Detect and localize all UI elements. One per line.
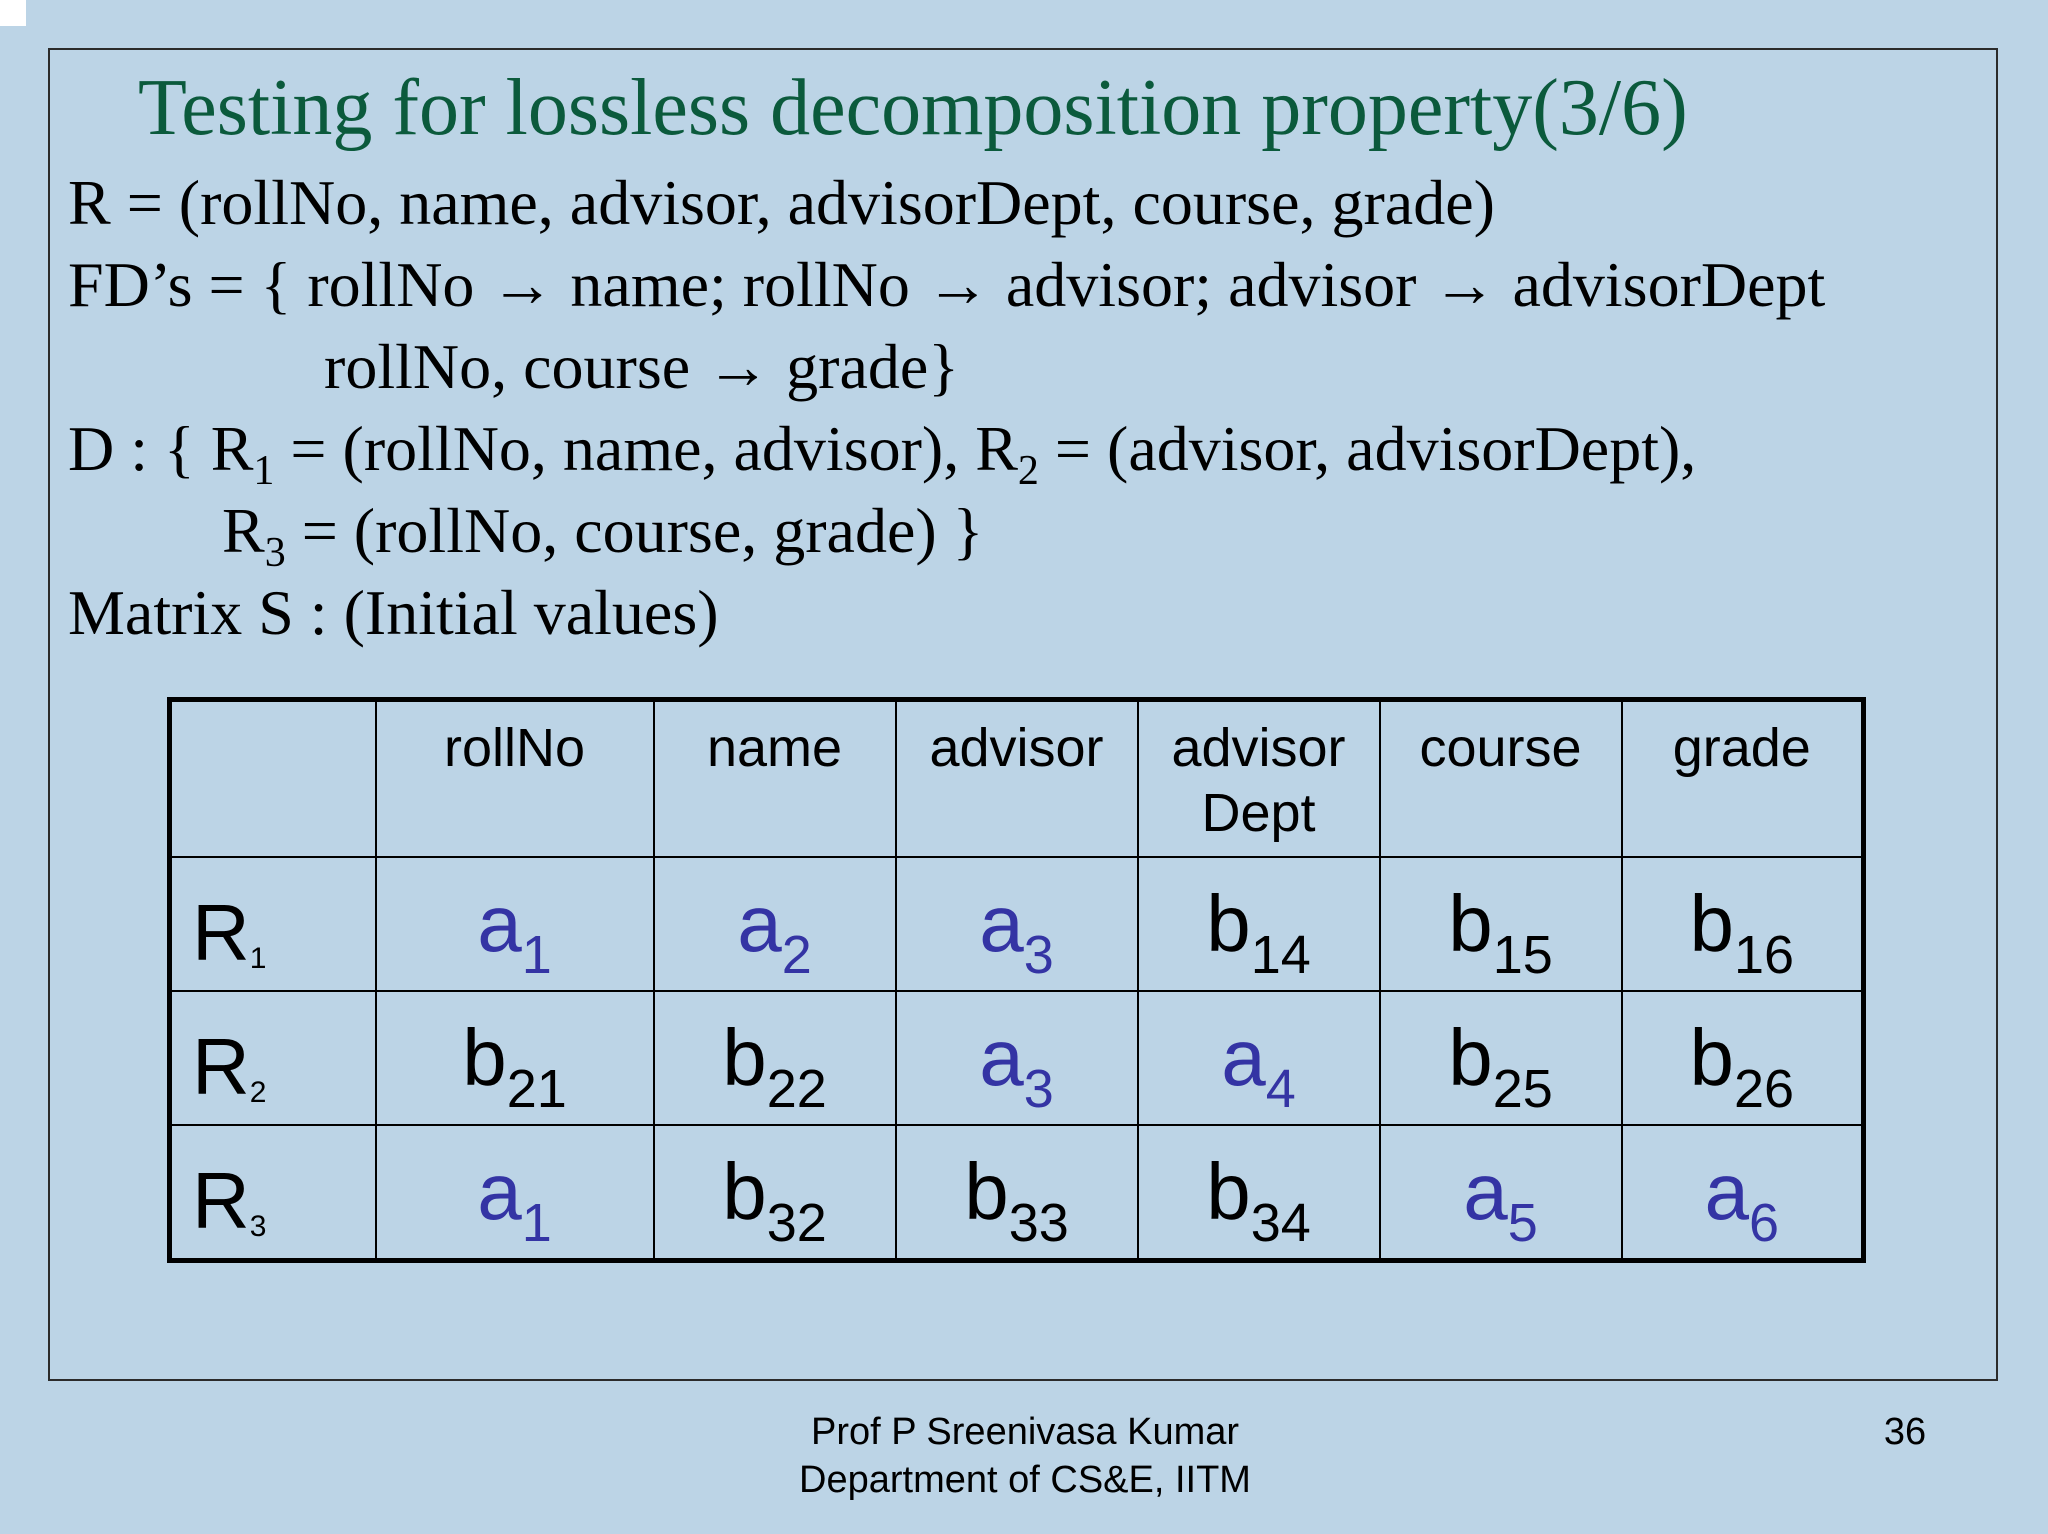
- symbol-subscript: 21: [506, 1059, 567, 1119]
- matrix-symbol: [1448, 879, 1553, 985]
- symbol-subscript: 4: [1265, 1059, 1296, 1119]
- page-number: 36: [1883, 1411, 1927, 1453]
- footer-credit: [680, 1408, 1370, 1504]
- matrix-cell: [1380, 857, 1622, 991]
- symbol-subscript: 1: [521, 925, 552, 985]
- matrix-symbol: [979, 1013, 1054, 1119]
- matrix-symbol: [462, 1013, 567, 1119]
- decomp-text: = (rollNo, name, advisor), R: [274, 413, 1018, 484]
- symbol-base: b: [462, 1013, 507, 1102]
- column-header: advisor: [896, 700, 1138, 858]
- symbol-base: b: [964, 1147, 1009, 1236]
- matrix-symbol: [1689, 879, 1795, 985]
- symbol-subscript: 15: [1492, 925, 1553, 985]
- row-label-subscript: 3: [249, 1209, 267, 1243]
- column-header: advisor Dept: [1138, 700, 1380, 858]
- decomposition-line-1: [68, 411, 1697, 494]
- matrix-cell: [896, 1125, 1138, 1261]
- relation-definition: R = (rollNo, name, advisor, advisorDept, course, grade): [68, 167, 1495, 238]
- matrix-cell: [1622, 857, 1864, 991]
- decomp-text: = (advisor, advisorDept),: [1038, 413, 1697, 484]
- matrix-cell: [1622, 991, 1864, 1125]
- symbol-base: b: [1206, 1147, 1251, 1236]
- row-label-base: R: [192, 887, 250, 977]
- symbol-base: a: [477, 879, 522, 968]
- matrix-cell: [1622, 1125, 1864, 1261]
- matrix-cell: [1380, 991, 1622, 1125]
- symbol-subscript: 6: [1748, 1193, 1780, 1253]
- symbol-subscript: 33: [1008, 1193, 1069, 1253]
- decomp-text: = (rollNo, course, grade) }: [285, 495, 984, 566]
- matrix-s-table: [167, 697, 1866, 1263]
- decomp-text: R: [222, 495, 265, 566]
- symbol-subscript: 16: [1733, 925, 1795, 985]
- table-row: [170, 857, 1864, 991]
- matrix-cell: [896, 857, 1138, 991]
- decomp-subscript: 3: [264, 530, 286, 576]
- matrix-cell: [654, 857, 896, 991]
- decomp-subscript: 1: [253, 448, 275, 494]
- symbol-subscript: 25: [1492, 1059, 1553, 1119]
- matrix-cell: [1138, 857, 1380, 991]
- fd-set-line-2: rollNo, course → grade}: [324, 331, 959, 402]
- matrix-cell: [654, 1125, 896, 1261]
- symbol-subscript: 3: [1023, 925, 1054, 985]
- symbol-subscript: 26: [1733, 1059, 1795, 1119]
- symbol-base: a: [1704, 1147, 1749, 1236]
- column-header: name: [654, 700, 896, 858]
- matrix-symbol: [1704, 1147, 1780, 1253]
- matrix-cell: [376, 1125, 654, 1261]
- footer-department: Department of CS&E, IITM: [799, 1459, 1251, 1501]
- decomp-text: D : { R: [68, 413, 254, 484]
- corner-mark: [0, 0, 26, 26]
- symbol-base: b: [722, 1147, 767, 1236]
- symbol-base: b: [1689, 1013, 1734, 1102]
- symbol-base: a: [477, 1147, 522, 1236]
- symbol-base: a: [979, 879, 1024, 968]
- matrix-symbol: [1689, 1013, 1795, 1119]
- symbol-base: a: [737, 879, 782, 968]
- table-row: [170, 1125, 1864, 1261]
- row-label: [170, 857, 376, 991]
- row-label-subscript: 1: [249, 941, 267, 975]
- symbol-subscript: 22: [766, 1059, 827, 1119]
- symbol-base: b: [722, 1013, 767, 1102]
- matrix-cell: [1138, 1125, 1380, 1261]
- matrix-symbol: [477, 1147, 552, 1253]
- matrix-symbol: [1463, 1147, 1538, 1253]
- symbol-subscript: 1: [521, 1193, 552, 1253]
- matrix-symbol: [1206, 1147, 1311, 1253]
- matrix-cell: [376, 857, 654, 991]
- matrix-symbol: [477, 879, 552, 985]
- decomp-subscript: 2: [1017, 448, 1039, 494]
- symbol-base: b: [1689, 879, 1734, 968]
- slide-title: Testing for lossless decomposition property(3/6): [138, 64, 1688, 152]
- symbol-base: a: [979, 1013, 1024, 1102]
- symbol-base: a: [1221, 1013, 1266, 1102]
- matrix-symbol: [979, 879, 1054, 985]
- matrix-symbol: [722, 1013, 827, 1119]
- matrix-label: Matrix S : (Initial values): [68, 577, 719, 648]
- symbol-subscript: 5: [1507, 1193, 1538, 1253]
- decomposition-line-2: [222, 493, 984, 576]
- matrix-cell: [896, 991, 1138, 1125]
- matrix-symbol: [722, 1147, 827, 1253]
- column-header: grade: [1622, 700, 1864, 858]
- symbol-subscript: 14: [1250, 925, 1311, 985]
- matrix-symbol: [1206, 879, 1311, 985]
- matrix-symbol: [1221, 1013, 1296, 1119]
- symbol-subscript: 34: [1250, 1193, 1311, 1253]
- row-label-subscript: 2: [249, 1075, 267, 1109]
- symbol-base: b: [1448, 1013, 1493, 1102]
- symbol-subscript: 32: [766, 1193, 827, 1253]
- matrix-symbol: [737, 879, 812, 985]
- matrix-cell: [376, 991, 654, 1125]
- row-label-base: R: [192, 1155, 250, 1245]
- symbol-subscript: 3: [1023, 1059, 1054, 1119]
- table-row: [170, 991, 1864, 1125]
- column-header: course: [1380, 700, 1622, 858]
- matrix-symbol: [1448, 1013, 1553, 1119]
- table-header-row: [170, 700, 1864, 858]
- matrix-cell: [654, 991, 896, 1125]
- symbol-base: a: [1463, 1147, 1508, 1236]
- matrix-symbol: [964, 1147, 1069, 1253]
- fd-set-line-1: FD’s = { rollNo → name; rollNo → advisor; advisor → advisorDept: [68, 249, 1826, 320]
- symbol-base: b: [1206, 879, 1251, 968]
- header-corner-cell: [170, 700, 376, 858]
- matrix-cell: [1380, 1125, 1622, 1261]
- footer-author: Prof P Sreenivasa Kumar: [810, 1411, 1240, 1453]
- symbol-subscript: 2: [781, 925, 812, 985]
- row-label-base: R: [192, 1021, 250, 1111]
- matrix-cell: [1138, 991, 1380, 1125]
- column-header: rollNo: [376, 700, 654, 858]
- row-label: [170, 1125, 376, 1261]
- row-label: [170, 991, 376, 1125]
- symbol-base: b: [1448, 879, 1493, 968]
